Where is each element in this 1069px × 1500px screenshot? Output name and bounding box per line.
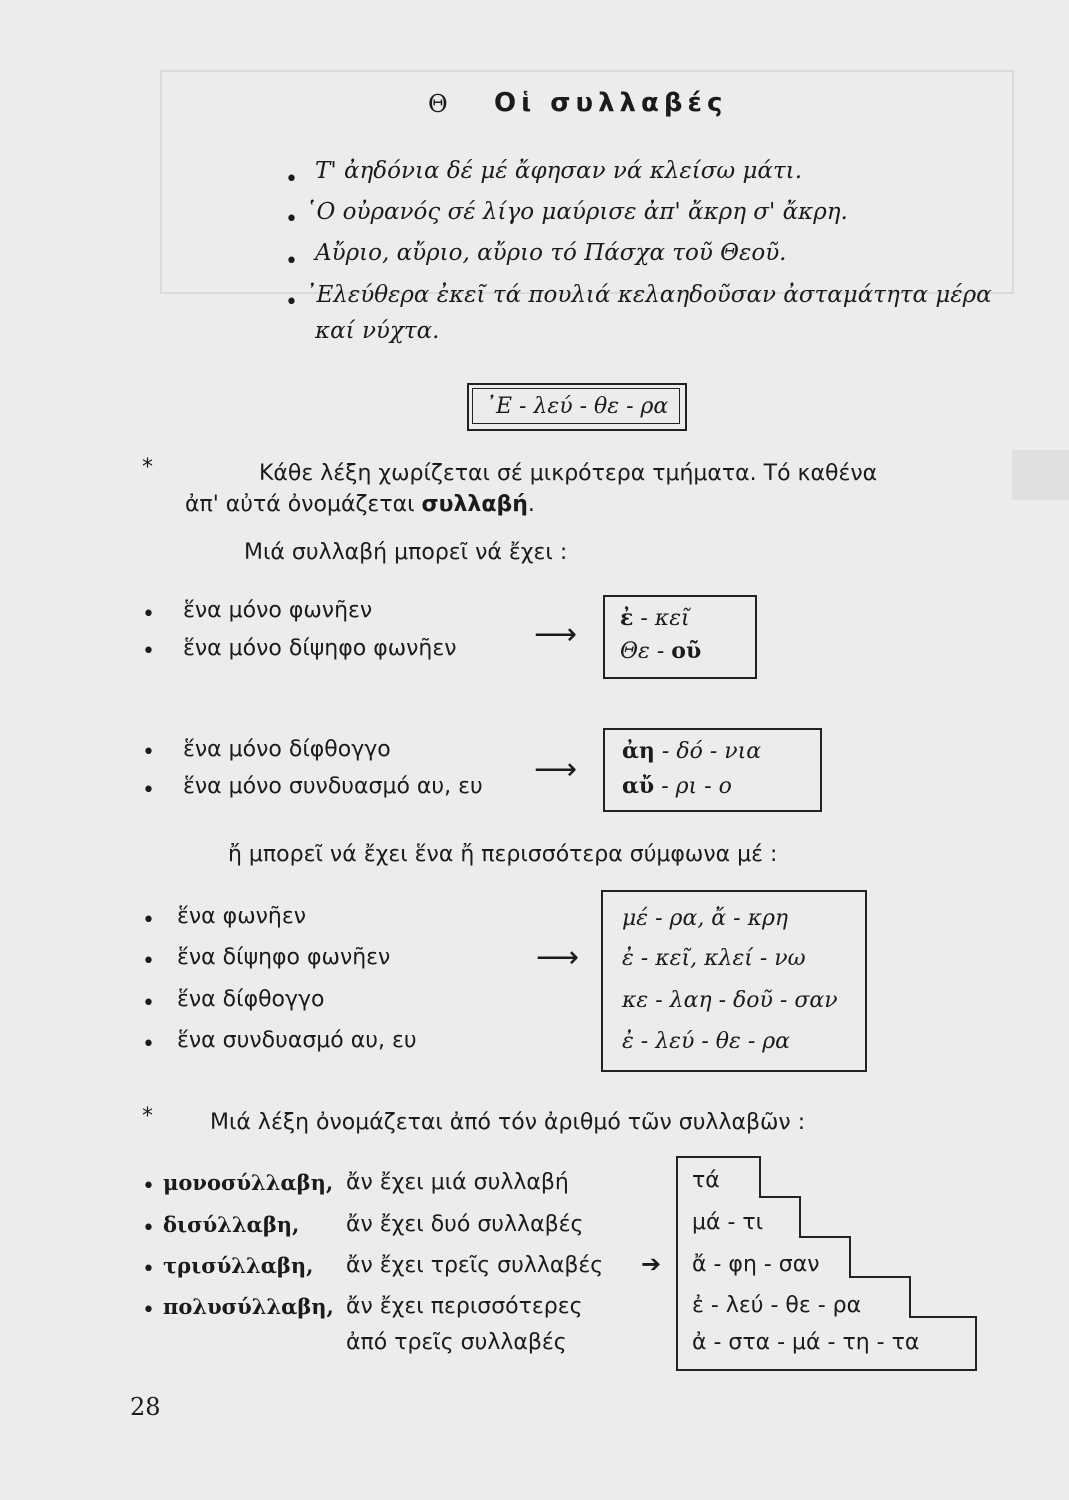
class-example: μά - τι xyxy=(692,1210,764,1235)
bleed-through-tab xyxy=(1012,450,1069,500)
group3-example: κε - λαη - δοῦ - σαν xyxy=(622,988,838,1013)
bullet-icon: • xyxy=(285,249,298,274)
intro-line: Αὔριο, αὔριο, αὔριο τό Πάσχα τοῦ Θεοῦ. xyxy=(315,240,787,266)
group1-item: ἕνα μόνο δίψηφο φωνῆεν xyxy=(183,636,457,661)
bullet-icon: • xyxy=(142,1174,155,1199)
group1-example xyxy=(620,605,690,631)
group1-example-rest: - κεῖ xyxy=(633,606,690,631)
right-arrow-icon: ➔ xyxy=(641,1250,662,1278)
group1-example xyxy=(620,638,701,664)
rule1-line2-suffix: . xyxy=(527,492,535,517)
class-desc-continued: ἀπό τρεῖς συλλαβές xyxy=(346,1330,567,1355)
group2-example-rest: - ρι - ο xyxy=(654,774,732,799)
asterisk-icon: * xyxy=(142,455,153,480)
bullet-icon: • xyxy=(142,908,155,933)
rule1-line2 xyxy=(185,492,535,517)
class-desc: ἄν ἔχει περισσότερες xyxy=(346,1294,583,1319)
class-term: πολυσύλλαβη, xyxy=(163,1294,334,1319)
class-term: τρισύλλαβη, xyxy=(163,1253,314,1278)
group2-example xyxy=(622,773,732,799)
group2-item: ἕνα μόνο συνδυασμό αυ, ευ xyxy=(183,774,483,799)
page-title: Οἱ συλλαβές xyxy=(494,88,728,118)
bullet-icon: • xyxy=(142,639,155,664)
asterisk-icon: * xyxy=(142,1104,153,1129)
example-word: ᾿Ε - λεύ - θε - ρα xyxy=(485,394,669,419)
bullet-icon: • xyxy=(285,290,298,315)
intro-line: ῾Ο οὐρανός σέ λίγο μαύρισε ἀπ' ἄκρη σ' ἄκρη. xyxy=(305,199,848,225)
bullet-icon: • xyxy=(142,949,155,974)
group2-example-rest: - δό - νια xyxy=(654,739,762,764)
intro-line: καί νύχτα. xyxy=(315,318,440,344)
class-term: μονοσύλλαβη, xyxy=(163,1170,334,1195)
right-arrow-icon: ⟶ xyxy=(534,752,578,787)
rule1-line2-prefix: ἀπ' αὐτά ὀνομάζεται xyxy=(185,492,422,517)
bullet-icon: • xyxy=(142,778,155,803)
group1-example-bold: οῦ xyxy=(671,638,702,664)
group2-example xyxy=(622,738,761,764)
bullet-icon: • xyxy=(285,207,298,232)
page-number: 28 xyxy=(130,1393,161,1421)
class-example: τά xyxy=(692,1168,720,1193)
group3-item: ἕνα φωνῆεν xyxy=(177,904,307,929)
may-have-heading: Μιά συλλαβή μπορεῖ νά ἔχει : xyxy=(244,540,568,565)
class-example: ἀ - στα - μά - τη - τα xyxy=(692,1330,920,1355)
class-desc: ἄν ἔχει τρεῖς συλλαβές xyxy=(346,1253,604,1278)
group1-example-bold: ἐ xyxy=(620,605,634,631)
group3-example: ἐ - λεύ - θε - ρα xyxy=(622,1029,791,1054)
group2-item: ἕνα μόνο δίφθογγο xyxy=(183,737,391,762)
class-example: ἐ - λεύ - θε - ρα xyxy=(692,1293,862,1318)
group3-item: ἕνα δίφθογγο xyxy=(177,987,325,1012)
class-desc: ἄν ἔχει δυό συλλαβές xyxy=(346,1212,584,1237)
right-arrow-icon: ⟶ xyxy=(534,617,578,652)
bullet-icon: • xyxy=(142,740,155,765)
bullet-icon: • xyxy=(285,167,298,192)
rule2-text: Μιά λέξη ὀνομάζεται ἀπό τόν ἀριθμό τῶν συλλαβῶν : xyxy=(210,1110,806,1135)
group2-example-bold: ἀη xyxy=(622,738,655,764)
bullet-icon: • xyxy=(142,1032,155,1057)
section-marker: Θ xyxy=(428,90,448,118)
group3-example: μέ - ρα, ἄ - κρη xyxy=(622,906,789,931)
syllable-term: συλλαβή xyxy=(421,492,528,517)
group2-example-bold: αὔ xyxy=(622,773,655,799)
intro-line: ᾿Ελεύθερα ἐκεῖ τά πουλιά κελαηδοῦσαν ἀσταμάτητα μέρα xyxy=(305,282,992,308)
or-more-heading: ἤ μπορεῖ νά ἔχει ἕνα ἤ περισσότερα σύμφωνα μέ : xyxy=(228,842,778,867)
group3-item: ἕνα δίψηφο φωνῆεν xyxy=(177,945,391,970)
right-arrow-icon: ⟶ xyxy=(536,940,580,975)
group3-item: ἕνα συνδυασμό αυ, ευ xyxy=(177,1028,417,1053)
class-example: ἄ - φη - σαν xyxy=(692,1252,820,1277)
bullet-icon: • xyxy=(142,1298,155,1323)
bullet-icon: • xyxy=(142,1257,155,1282)
intro-line: Τ' ἀηδόνια δέ μέ ἄφησαν νά κλείσω μάτι. xyxy=(315,158,803,184)
rule1-line1: Κάθε λέξη χωρίζεται σέ μικρότερα τμήματα. Τό καθένα xyxy=(259,461,878,486)
class-desc: ἄν ἔχει μιά συλλαβή xyxy=(346,1170,569,1195)
group1-item: ἕνα μόνο φωνῆεν xyxy=(183,598,373,623)
class-term: δισύλλαβη, xyxy=(163,1212,300,1237)
group1-example-rest: Θε - xyxy=(620,639,672,664)
bullet-icon: • xyxy=(142,991,155,1016)
bullet-icon: • xyxy=(142,1216,155,1241)
bullet-icon: • xyxy=(142,602,155,627)
group3-example: ἐ - κεῖ, κλεί - νω xyxy=(622,946,806,971)
